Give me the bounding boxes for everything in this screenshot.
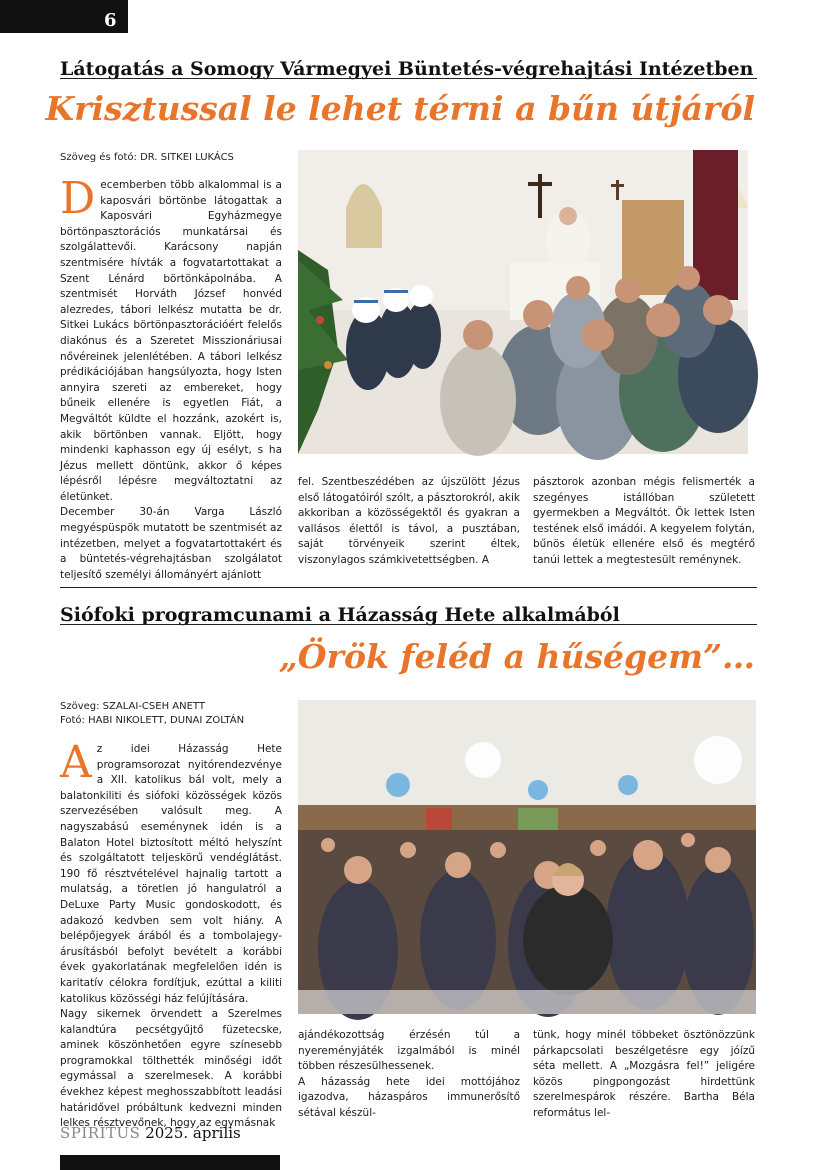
article1-column-3 (533, 475, 755, 575)
article1-rule (60, 78, 757, 79)
article1-column-2 (298, 475, 520, 575)
magazine-name: SPIRITUS (60, 1124, 141, 1142)
article2-column-3 (533, 1028, 755, 1119)
page-number: 6 (104, 10, 117, 31)
footer (60, 1124, 241, 1142)
article1-paragraph-2: December 30-án Varga László megyéspüspök mutatott be szentmisét az intézetben, melyet a fogvatartottakért és a büntetés-végrehajtásban szolgálatot teljesítő személyi állományért ajánlott (60, 506, 282, 581)
article1-kicker: Látogatás a Somogy Vármegyei Büntetés-végrehajtási Intézetben (60, 58, 754, 80)
article2-paragraph-3: ajándékozottság érzésén túl a nyereményjáték izgalmából is minél többen részesülhessenek. (298, 1029, 520, 1073)
article2-credit-photo: Fotó: HABI NIKOLETT, DUNAI ZOLTÁN (60, 715, 245, 726)
article2-credit-text: Szöveg: SZALAI-CSEH ANETT (60, 701, 205, 712)
article1-paragraph-1: ecemberben több alkalommal is a kaposvári börtönbe látogattak a Kaposvári Egyházmegye börtönpasztorációs munkatársai és szolgálattevői. Karácsony napján szentmisére hívták a fogvatartottakat a Szent Lénárd börtönkápolnába. A szentmisét Horváth József honvéd alezredes, tábori lelkész mutatta be dr. Sitkei Lukács börtönpasztorációért felelős diakónus és a Szeretet Misszionáriusai nővéreinek jelenlétében. A tábori lelkész prédikációjában hangsúlyozta, hogy Isten annyira szereti az embereket, hogy bűneik ellenére is egyetlen Fiát, a Megváltót küldte el hozzánk, azokért is, akik börtönben vannak. Eljött, hogy mindenki kaphasson egy új esélyt, s ha Jézus mellett döntünk, akkor ő képes lépésről lépésre megváltoztatni az életünket. (60, 179, 282, 503)
article2-dropcap: A (60, 737, 92, 788)
article2-headline: „Örök feléd a hűségem”… (278, 637, 755, 676)
issue-date: 2025. április (145, 1124, 241, 1142)
article2-column-1 (60, 737, 282, 1130)
article1-paragraph-4: pásztorok azonban mégis felismerték a szegényes istállóban született gyermekben a Megváltót. Ők lettek Isten testének első imádói. A kegyelem folytán, bűnös életük ellenére első és megtérő tanúi lettek a megtestesült reménynek. (533, 476, 755, 566)
chapel-mass-photo (298, 150, 748, 454)
article1-dropcap: D (60, 173, 96, 224)
article1-credit: Szöveg és fotó: DR. SITKEI LUKÁCS (60, 152, 234, 163)
article1-headline: Krisztussal le lehet térni a bűn útjáról (45, 89, 755, 128)
article1-column-1 (60, 173, 282, 581)
article1-paragraph-3: fel. Szentbeszédében az újszülött Jézus első látogatóiról szólt, a pásztorokról, akik akkoriban a közösségektől és gyakran a vallásos élettől is távol, a pusztában, saját törvényeik szerint éltek, viszonylagos számkivetettségben. A (298, 476, 520, 566)
article2-rule (60, 624, 757, 625)
article2-column-2 (298, 1028, 520, 1119)
article2-kicker: Siófoki programcunami a Házasság Hete alkalmából (60, 604, 620, 626)
footer-bar (60, 1155, 280, 1170)
article2-paragraph-2: Nagy sikernek örvendett a Szerelmes kalandtúra pecsétgyűjtő füzetecske, aminek köszönhetően egyre színesebb programokkal tölthették minőségi időt egymással a szerelmesek. A korábbi évekhez képest meghosszabbított leadási határidővel próbáltunk kedvezni minden lelkes résztvevőnek, hogy az egymásnak (60, 1008, 282, 1130)
ball-event-photo (298, 700, 756, 1014)
article-separator (60, 587, 757, 588)
article2-paragraph-5: tünk, hogy minél többeket ösztönözzünk párkapcsolati beszélgetésre egy jóízű séta mellett. A „Mozgásra fel!” jeligére közös pingpongozást hirdettünk szerelmespárok részére. Bartha Béla református lel- (533, 1029, 755, 1119)
article2-paragraph-4: A házasság hete idei mottójához igazodva, házaspáros immunerősítő sétával készül- (298, 1075, 520, 1119)
article2-paragraph-1: z idei Házasság Hete programsorozat nyitórendezvénye a XII. katolikus bál volt, mely a balatonkiliti és siófoki közösségek közös szervezésében valósult meg. A nagyszabású eseménynek idén is a Balaton Hotel biztosított méltó helyszínt és szolgáltatott teljeskörű vendéglátást. 190 fő résztvételével hajnalig tartott a mulatság, a töretlen jó hangulatról a DeLuxe Party Music gondoskodott, és adakozó kedvben sem volt hiány. A belépőjegyek árából és a tombolajegy-árusításból befolyt bevételt a korábbi évek gyakorlatának megfelelően idén is karitatív célokra fordítjuk, ezúttal a kiliti katolikus közösségi ház felújítására. (60, 743, 282, 1005)
